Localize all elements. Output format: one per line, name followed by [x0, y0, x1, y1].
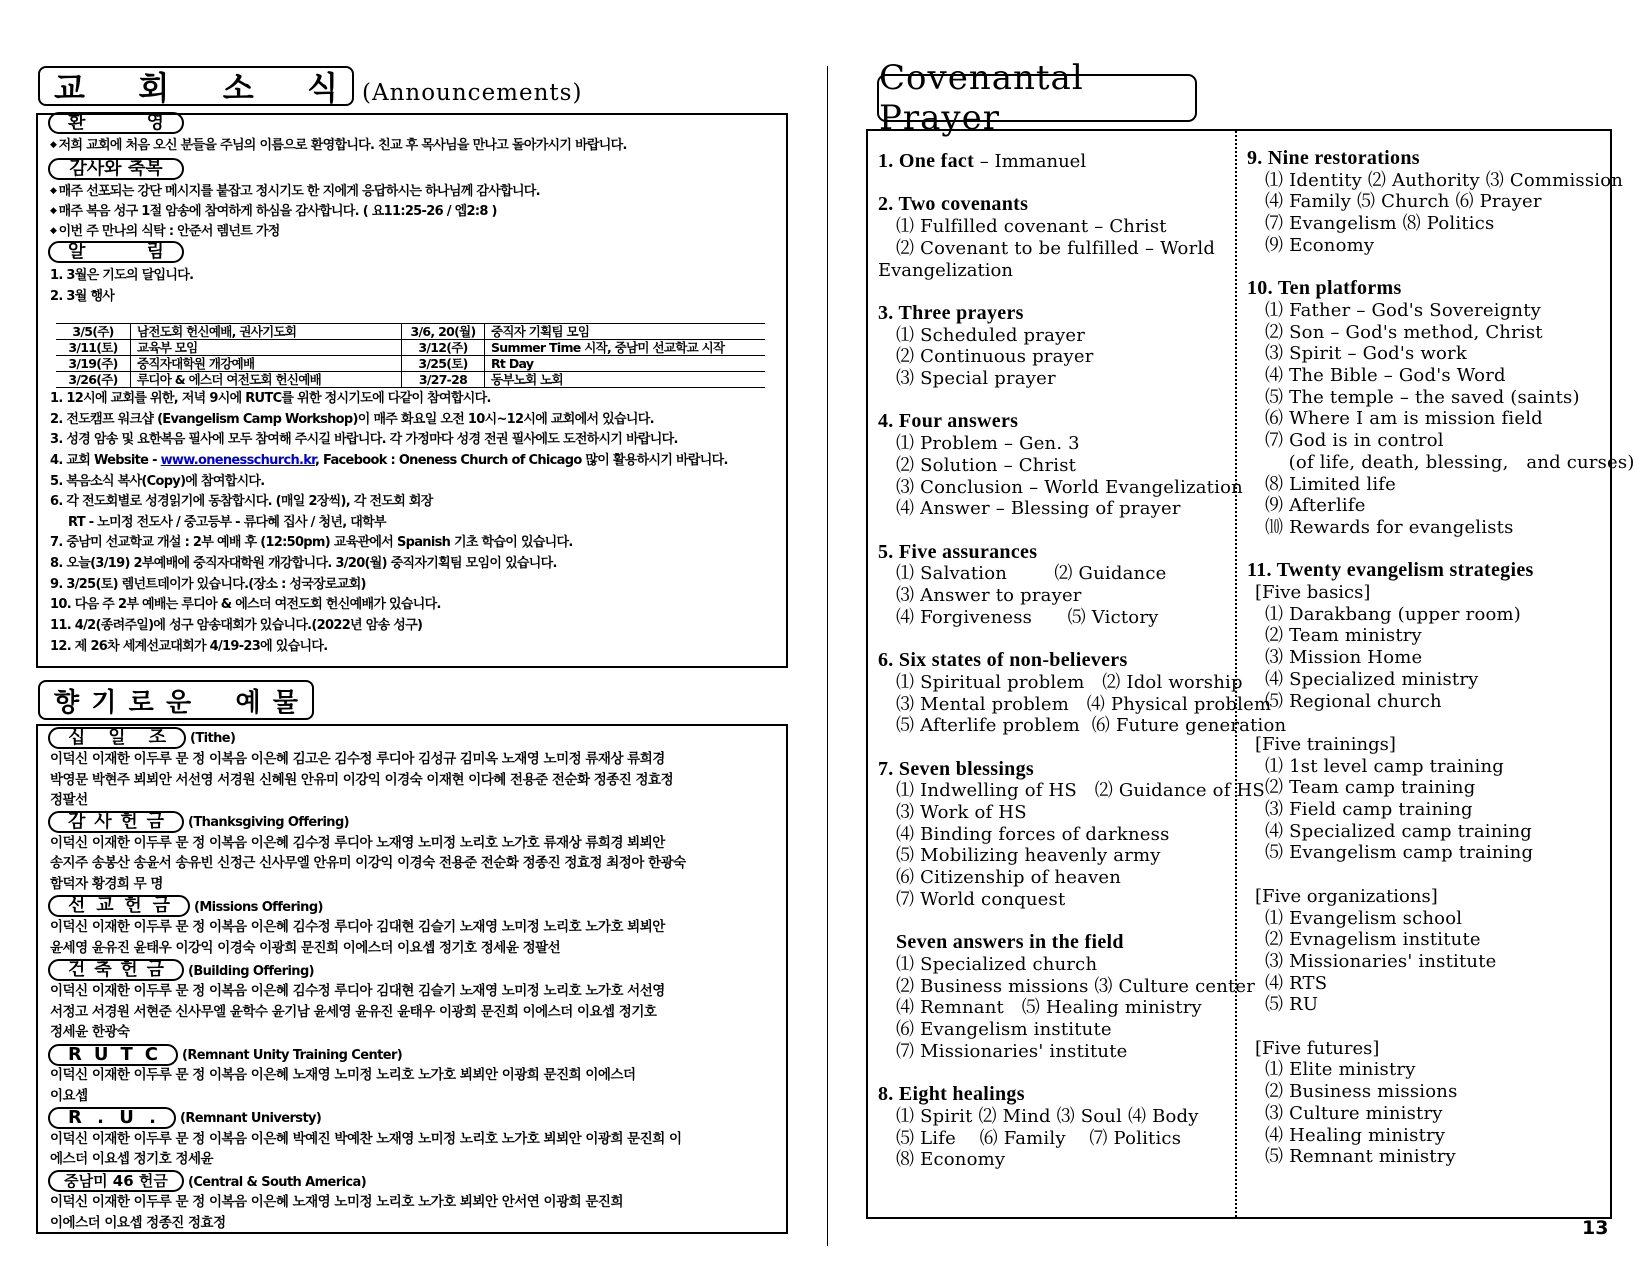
- label-char: R: [68, 1044, 82, 1065]
- prayer-item: ⑺ God is in control: [1265, 430, 1444, 452]
- label-char: 중남미 46 헌금: [64, 1171, 168, 1190]
- label-char: 영: [146, 112, 164, 133]
- label-char: 환: [68, 112, 86, 133]
- prayer-item: ⑶ Spirit – God's work: [1265, 343, 1467, 365]
- prayer-item: ⑸ Remnant ministry: [1265, 1146, 1456, 1168]
- notice-item: 2. 전도캠프 워크샵 (Evangelism Camp Workshop)이 매주 화요일 오전 10시~12시에 교회에서 있습니다.: [50, 412, 654, 427]
- names-line: 함덕자 황경희 무 명: [50, 876, 163, 892]
- notice-item: 3. 성경 암송 및 요한복음 필사에 모두 참여해 주시길 바랍니다. 각 가정마다 성경 전권 필사에도 도전하시기 바랍니다.: [50, 432, 678, 447]
- table-row: [56, 372, 765, 388]
- event-date: 3/25(토): [402, 356, 485, 372]
- offerings-title: [38, 680, 314, 720]
- prayer-item: ⑷ Answer – Blessing of prayer: [896, 498, 1181, 520]
- prayer-item: ⑷ Healing ministry: [1265, 1124, 1446, 1146]
- event-date: 3/11(토): [56, 340, 131, 356]
- prayer-item: ⑻ Limited life: [1265, 473, 1397, 495]
- prayer-heading-tail: – Immanuel: [974, 151, 1087, 172]
- prayer-item: ⑵ Business missions ⑶ Culture center: [896, 975, 1256, 997]
- event-name: 남전도회 헌신예배, 권사기도회: [131, 324, 402, 340]
- prayer-heading-text: 7. Seven blessings: [878, 757, 1034, 780]
- label-char: .: [97, 1107, 104, 1128]
- prayer-item: ⑵ Son – God's method, Christ: [1265, 321, 1543, 343]
- prayer-heading: [878, 1084, 1286, 1106]
- covenantal-prayer-title: Covenantal Prayer: [877, 74, 1197, 122]
- prayer-item: ⑼ Afterlife: [1265, 495, 1366, 517]
- names-line: 송지주 송봉산 송윤서 송유빈 신정근 신사무엘 안유미 이강익 이경숙 전용준 전순화 정종진 정효정 최정아 한광숙: [50, 855, 686, 871]
- label-char: U: [119, 1107, 134, 1128]
- title-char: 교: [54, 69, 85, 107]
- names-line: 박영문 박현주 뵈뵈안 서선영 서경원 신혜원 안유미 이강익 이경숙 이재현 이다혜 전용준 전순화 정종진 정효정: [50, 772, 674, 788]
- label-char: 건: [68, 959, 86, 980]
- label-char: 일: [108, 727, 126, 748]
- spacer: [878, 737, 1286, 759]
- prayer-item: ⑶ Special prayer: [896, 368, 1056, 389]
- prayer-item: ⑽ Rewards for evangelists: [1265, 516, 1514, 538]
- event-name: Summer Time 시작, 중남미 선교학교 시작: [485, 340, 766, 356]
- names-line: 이덕신 이재한 이두루 문 정 이복음 이은혜 김고은 김수정 루디아 김성규 김미옥 노재영 노미정 류재상 류희경: [50, 751, 665, 767]
- prayer-item: ⑵ Solution – Christ: [896, 454, 1077, 476]
- label-char: 조: [148, 727, 166, 748]
- announcements-subtitle: (Announcements): [362, 80, 583, 106]
- prayer-item: ⑴ Spiritual problem ⑵ Idol worship: [896, 671, 1243, 693]
- prayer-item: ⑶ Conclusion – World Evangelization: [896, 476, 1243, 498]
- title-char: 향: [54, 687, 80, 718]
- names-line: 이덕신 이재한 이두루 문 정 이복음 이은혜 노재영 노미정 노리호 노가호 뵈뵈안 이광희 문진희 이에스더: [50, 1067, 636, 1083]
- website-suffix: , Facebook : Oneness Church of Chicago 많이 활용하시기 바랍니다.: [314, 453, 728, 468]
- prayer-item: ⑴ Scheduled prayer: [896, 324, 1086, 346]
- event-name: 중직자대학원 개강예배: [131, 356, 402, 372]
- title-char: 식: [307, 69, 338, 107]
- names-line: 이덕신 이재한 이두루 문 정 이복음 이은혜 노재영 노미정 노리호 노가호 뵈뵈안 안서연 이광희 문진희: [50, 1194, 623, 1210]
- prayer-item: ⑸ Regional church: [1265, 690, 1442, 712]
- prayer-item: ⑺ Evangelism ⑻ Politics: [1265, 213, 1495, 235]
- spacer: [878, 628, 1286, 650]
- spacer: [878, 281, 1286, 303]
- prayer-item: ⑶ Answer to prayer: [896, 585, 1082, 606]
- names-line: 이덕신 이재한 이두루 문 정 이복음 이은혜 박예진 박예찬 노재영 노미정 노리호 노가호 뵈뵈안 이광희 문진희 이: [50, 1131, 682, 1147]
- label-char: 금: [152, 895, 170, 916]
- website-link[interactable]: www.onenesschurch.kr: [160, 453, 315, 468]
- prayer-item: ⑷ Binding forces of darkness: [896, 823, 1170, 845]
- prayer-item: ⑷ Specialized camp training: [1265, 820, 1533, 842]
- prayer-item: ⑷ Remnant ⑸ Healing ministry: [896, 997, 1202, 1019]
- notice-item: 1. 12시에 교회를 위한, 저녁 9시에 RUTC를 위한 정시기도에 다같이 참여합시다.: [50, 391, 491, 406]
- notice-item: 9. 3/25(토) 렘넌트데이가 있습니다.(장소 : 성국장로교회): [50, 577, 366, 592]
- prayer-item: ⑵ Covenant to be fulfilled – World: [896, 237, 1216, 259]
- prayer-item: ⑷ The Bible – God's Word: [1265, 365, 1506, 387]
- spacer: [878, 173, 1286, 195]
- prayer-heading-text: 3. Three prayers: [878, 301, 1024, 324]
- prayer-heading-text: 1. One fact: [878, 150, 975, 172]
- label-char: T: [120, 1044, 133, 1065]
- offerings-box: [36, 724, 788, 1234]
- prayer-heading-text: 2. Two covenants: [878, 193, 1029, 216]
- page-number: 13: [1582, 1217, 1609, 1239]
- spacer: [878, 520, 1286, 542]
- prayer-item: ⑴ 1st level camp training: [1265, 755, 1504, 777]
- names-line: 이덕신 이재한 이두루 문 정 이복음 이은혜 김수정 루디아 김대현 김슬기 노재영 노미정 노리호 노가호 서선영: [50, 983, 665, 999]
- label-char: 헌: [124, 895, 142, 916]
- names-line: 이요셉: [50, 1088, 88, 1104]
- prayer-item: ⑺ Missionaries' institute: [896, 1040, 1128, 1062]
- prayer-item: ⑻ Economy: [896, 1149, 1006, 1171]
- prayer-item: ⑸ Afterlife problem ⑹ Future generation: [896, 715, 1287, 737]
- prayer-heading: [878, 303, 1286, 325]
- thanksgiving-en: (Thanksgiving Offering): [188, 815, 350, 830]
- prayer-heading-text: 4. Four answers: [878, 410, 1019, 433]
- title-char: 소: [222, 69, 254, 107]
- prayer-heading-text: 5. Five assurances: [878, 540, 1038, 563]
- building-en: (Building Offering): [188, 964, 315, 979]
- prayer-item: ⑴ Identity ⑵ Authority ⑶ Commission: [1265, 169, 1624, 191]
- prayer-item: ⑶ Mission Home: [1265, 647, 1423, 669]
- label-char: R: [68, 1107, 82, 1128]
- prayer-item: ⑴ Father – God's Sovereignty: [1265, 299, 1542, 321]
- prayer-group-label: [Five basics]: [1255, 582, 1371, 604]
- prayer-item: ⑴ Specialized church: [896, 953, 1098, 975]
- spacer: [1247, 712, 1635, 734]
- prayer-heading-text: 8. Eight healings: [878, 1083, 1025, 1106]
- prayer-heading: [878, 650, 1286, 672]
- label-char: 헌: [120, 811, 138, 832]
- events-table: [56, 323, 765, 388]
- event-date: 3/12(주): [402, 340, 485, 356]
- prayer-item: ⑸ Mobilizing heavenly army: [896, 845, 1161, 867]
- prayer-item: ⑸ Life ⑹ Family ⑺ Politics: [896, 1127, 1182, 1149]
- prayer-heading: [1247, 560, 1635, 582]
- names-line: 이덕신 이재한 이두루 문 정 이복음 이은혜 김수정 루디아 노재영 노미정 노리호 노가호 류재상 류희경 뵈뵈안: [50, 835, 665, 851]
- prayer-item: ⑴ Problem – Gen. 3: [896, 433, 1080, 455]
- thanks-line: ◆ 이번 주 만나의 식탁 : 안준서 렘넌트 가정: [50, 223, 280, 240]
- label-char: .: [149, 1107, 156, 1128]
- notice-line: 1. 3월은 기도의 달입니다.: [50, 268, 194, 283]
- prayer-group-label: [Five trainings]: [1255, 733, 1396, 755]
- prayer-heading: [878, 411, 1286, 433]
- central-south-america-en: (Central & South America): [188, 1175, 367, 1190]
- thanks-line: ◆ 매주 복음 성구 1절 암송에 참여하게 하심을 감사합니다. ( 요11:25-26 / 엡2:8 ): [50, 203, 497, 220]
- prayer-heading: [878, 542, 1286, 564]
- ru-en: (Remnant Universty): [180, 1111, 322, 1126]
- event-date: 3/6, 20(월): [402, 324, 485, 340]
- prayer-item: ⑸ The temple – the saved (saints): [1265, 386, 1580, 408]
- prayer-subheading: Seven answers in the field: [896, 931, 1124, 954]
- label-char: 금: [146, 811, 164, 832]
- announcements-box: [36, 113, 788, 668]
- names-line: 에스더 이요셉 정기호 정세윤: [50, 1151, 214, 1167]
- prayer-item: ⑵ Team ministry: [1265, 625, 1422, 647]
- prayer-heading: [878, 151, 1286, 173]
- prayer-heading-text: 10. Ten platforms: [1247, 277, 1402, 300]
- prayer-group-label: [Five futures]: [1255, 1037, 1380, 1059]
- notice-item: 10. 다음 주 2부 예배는 루디아 & 에스더 여전도회 헌신예배가 있습니다.: [50, 597, 441, 612]
- rutc-en: (Remnant Unity Training Center): [182, 1048, 403, 1063]
- tithe-label: [48, 727, 186, 749]
- spacer: [878, 390, 1286, 412]
- table-row: [56, 356, 765, 372]
- label-char: 축: [94, 959, 112, 980]
- welcome-line: ◆ 저희 교회에 처음 오신 분들을 주님의 이름으로 환영합니다. 친교 후 목사님을 만나고 돌아가시기 바랍니다.: [50, 137, 627, 154]
- label-char: 사: [94, 811, 112, 832]
- rutc-label: [48, 1044, 178, 1066]
- prayer-item: ⑷ RTS: [1265, 972, 1328, 994]
- prayer-item: ⑶ Mental problem ⑷ Physical problem: [896, 693, 1272, 715]
- prayer-item: ⑴ Salvation ⑵ Guidance: [896, 563, 1167, 585]
- names-line: 이덕신 이재한 이두루 문 정 이복음 이은혜 김수정 루디아 김대현 김슬기 노재영 노미정 노리호 노가호 뵈뵈안: [50, 919, 665, 935]
- event-date: 3/5(주): [56, 324, 131, 340]
- table-row: [56, 340, 765, 356]
- prayer-heading-text: 9. Nine restorations: [1247, 147, 1420, 169]
- prayer-item: ⑴ Darakbang (upper room): [1265, 603, 1522, 625]
- central-south-america-label: [48, 1170, 184, 1192]
- prayer-heading: [1247, 148, 1635, 170]
- event-date: 3/26(주): [56, 372, 131, 388]
- page-divider: [827, 66, 828, 1246]
- prayer-group-label: [Five organizations]: [1255, 885, 1438, 907]
- label-char: 헌: [120, 959, 138, 980]
- label-char: 금: [146, 959, 164, 980]
- prayer-column-right: [1247, 148, 1635, 1168]
- prayer-item: ⑵ Continuous prayer: [896, 346, 1094, 368]
- prayer-item: ⑷ Forgiveness ⑸ Victory: [896, 606, 1159, 628]
- website-prefix: 4. 교회 Website -: [50, 453, 161, 468]
- label-char: 림: [146, 241, 164, 262]
- prayer-heading: [878, 194, 1286, 216]
- spacer: [1247, 539, 1635, 561]
- prayer-heading-text: 6. Six states of non-believers: [878, 649, 1128, 672]
- prayer-item: ⑶ Field camp training: [1265, 799, 1473, 821]
- prayer-item: ⑴ Indwelling of HS ⑵ Guidance of HS: [896, 780, 1265, 802]
- title-char: 물: [272, 687, 298, 718]
- label-char: C: [144, 1044, 158, 1065]
- prayer-item: ⑹ Where I am is mission field: [1265, 408, 1543, 430]
- missions-en: (Missions Offering): [194, 900, 323, 915]
- prayer-item: ⑸ RU: [1265, 994, 1319, 1016]
- prayer-item: ⑶ Culture ministry: [1265, 1102, 1443, 1124]
- prayer-heading-text: 11. Twenty evangelism strategies: [1247, 559, 1534, 582]
- thanksgiving-label: [48, 811, 184, 833]
- prayer-heading: [1247, 278, 1635, 300]
- prayer-item: ⑴ Evangelism school: [1265, 907, 1463, 929]
- ru-label: [48, 1107, 176, 1129]
- event-name: 루디아 & 에스더 여전도회 헌신예배: [131, 372, 402, 388]
- welcome-label: [48, 112, 184, 134]
- notice-item: 6. 각 전도회별로 성경읽기에 동참합시다. (매일 2장씩), 각 전도회 회장: [50, 494, 433, 509]
- prayer-item: ⑷ Specialized ministry: [1265, 668, 1479, 690]
- label-char: 알: [68, 241, 86, 262]
- prayer-item: ⑸ Evangelism camp training: [1265, 842, 1534, 864]
- names-line: 윤세영 윤유진 윤태우 이강익 이경숙 이광희 문진희 이에스더 이요셉 정기호 정세윤 정팔선: [50, 940, 561, 956]
- event-name: 동부노회 노회: [485, 372, 766, 388]
- notice-item: 8. 오늘(3/19) 2부예배에 중직자대학원 개강합니다. 3/20(월) 중직자기획팀 모임이 있습니다.: [50, 556, 557, 571]
- notice-item: 11. 4/2(종려주일)에 성구 암송대회가 있습니다.(2022년 암송 성구): [50, 618, 423, 633]
- notice-item-website: [50, 453, 728, 469]
- announcements-title: [38, 66, 354, 106]
- title-char: 예: [235, 687, 261, 718]
- prayer-item-continued: Evangelization: [878, 259, 1013, 281]
- notice-item: 7. 중남미 선교학교 개설 : 2부 예배 후 (12:50pm) 교육관에서 Spanish 기초 학습이 있습니다.: [50, 535, 573, 550]
- prayer-item: ⑴ Elite ministry: [1265, 1059, 1416, 1081]
- prayer-item: (of life, death, blessing, and curses): [1265, 451, 1635, 473]
- prayer-item: ⑶ Missionaries' institute: [1265, 950, 1497, 972]
- prayer-item: ⑵ Evnagelism institute: [1265, 929, 1481, 951]
- label-char: 감: [68, 811, 86, 832]
- prayer-item: ⑼ Economy: [1265, 234, 1375, 256]
- notice-item: 5. 복음소식 복사(Copy)에 참여합시다.: [50, 474, 265, 489]
- prayer-item: ⑴ Spirit ⑵ Mind ⑶ Soul ⑷ Body: [896, 1105, 1199, 1127]
- missions-label: [48, 895, 190, 917]
- prayer-item: ⑶ Work of HS: [896, 802, 1027, 823]
- prayer-item: ⑷ Family ⑸ Church ⑹ Prayer: [1265, 191, 1542, 213]
- title-char: 운: [165, 687, 192, 718]
- notice-item: RT - 노미정 전도사 / 중고등부 - 류다혜 집사 / 청년, 대학부: [68, 515, 386, 530]
- table-row: [56, 324, 765, 340]
- thanks-label: 감사와 축복: [48, 158, 184, 180]
- label-char: U: [93, 1044, 109, 1065]
- names-line: 서정고 서경원 서현준 신사무엘 윤학수 윤기남 윤세영 윤유진 윤태우 이광희 문진희 이에스더 이요셉 정기호: [50, 1004, 657, 1020]
- title-char: 회: [138, 69, 170, 107]
- spacer: [1247, 1016, 1635, 1038]
- label-char: 십: [68, 727, 86, 748]
- prayer-item: ⑴ Fulfilled covenant – Christ: [896, 216, 1167, 238]
- spacer: [878, 911, 1286, 933]
- spacer: [1247, 257, 1635, 279]
- names-line: 정팔선: [50, 792, 88, 808]
- building-label: [48, 959, 184, 981]
- title-char: 로: [128, 687, 154, 718]
- thanks-line: ◆ 매주 선포되는 강단 메시지를 붙잡고 정시기도 한 지에게 응답하시는 하나님께 감사합니다.: [50, 183, 540, 200]
- prayer-heading: [878, 759, 1286, 781]
- tithe-en: (Tithe): [190, 731, 236, 746]
- notice-line: 2. 3월 행사: [50, 289, 115, 304]
- title-char: 기: [91, 687, 117, 718]
- event-name: 중직자 기획팀 모임: [485, 324, 766, 340]
- prayer-item: ⑹ Citizenship of heaven: [896, 867, 1122, 889]
- names-line: 이에스더 이요셉 정종진 정효정: [50, 1215, 226, 1231]
- event-date: 3/27-28: [402, 372, 485, 388]
- prayer-column-left: [878, 151, 1286, 1171]
- prayer-item: ⑺ World conquest: [896, 888, 1066, 910]
- event-name: Rt Day: [485, 356, 766, 372]
- label-char: 선: [68, 895, 86, 916]
- notice-item: 12. 제 26차 세계선교대회가 4/19-23에 있습니다.: [50, 639, 328, 654]
- spacer: [1247, 864, 1635, 886]
- names-line: 정세윤 한광숙: [50, 1024, 130, 1040]
- notice-label: [48, 241, 184, 263]
- prayer-item: ⑹ Evangelism institute: [896, 1019, 1112, 1041]
- prayer-item: ⑵ Team camp training: [1265, 777, 1476, 799]
- prayer-item: ⑵ Business missions: [1265, 1081, 1458, 1103]
- event-date: 3/19(주): [56, 356, 131, 372]
- spacer: [878, 1062, 1286, 1084]
- label-char: 교: [96, 895, 114, 916]
- event-name: 교육부 모임: [131, 340, 402, 356]
